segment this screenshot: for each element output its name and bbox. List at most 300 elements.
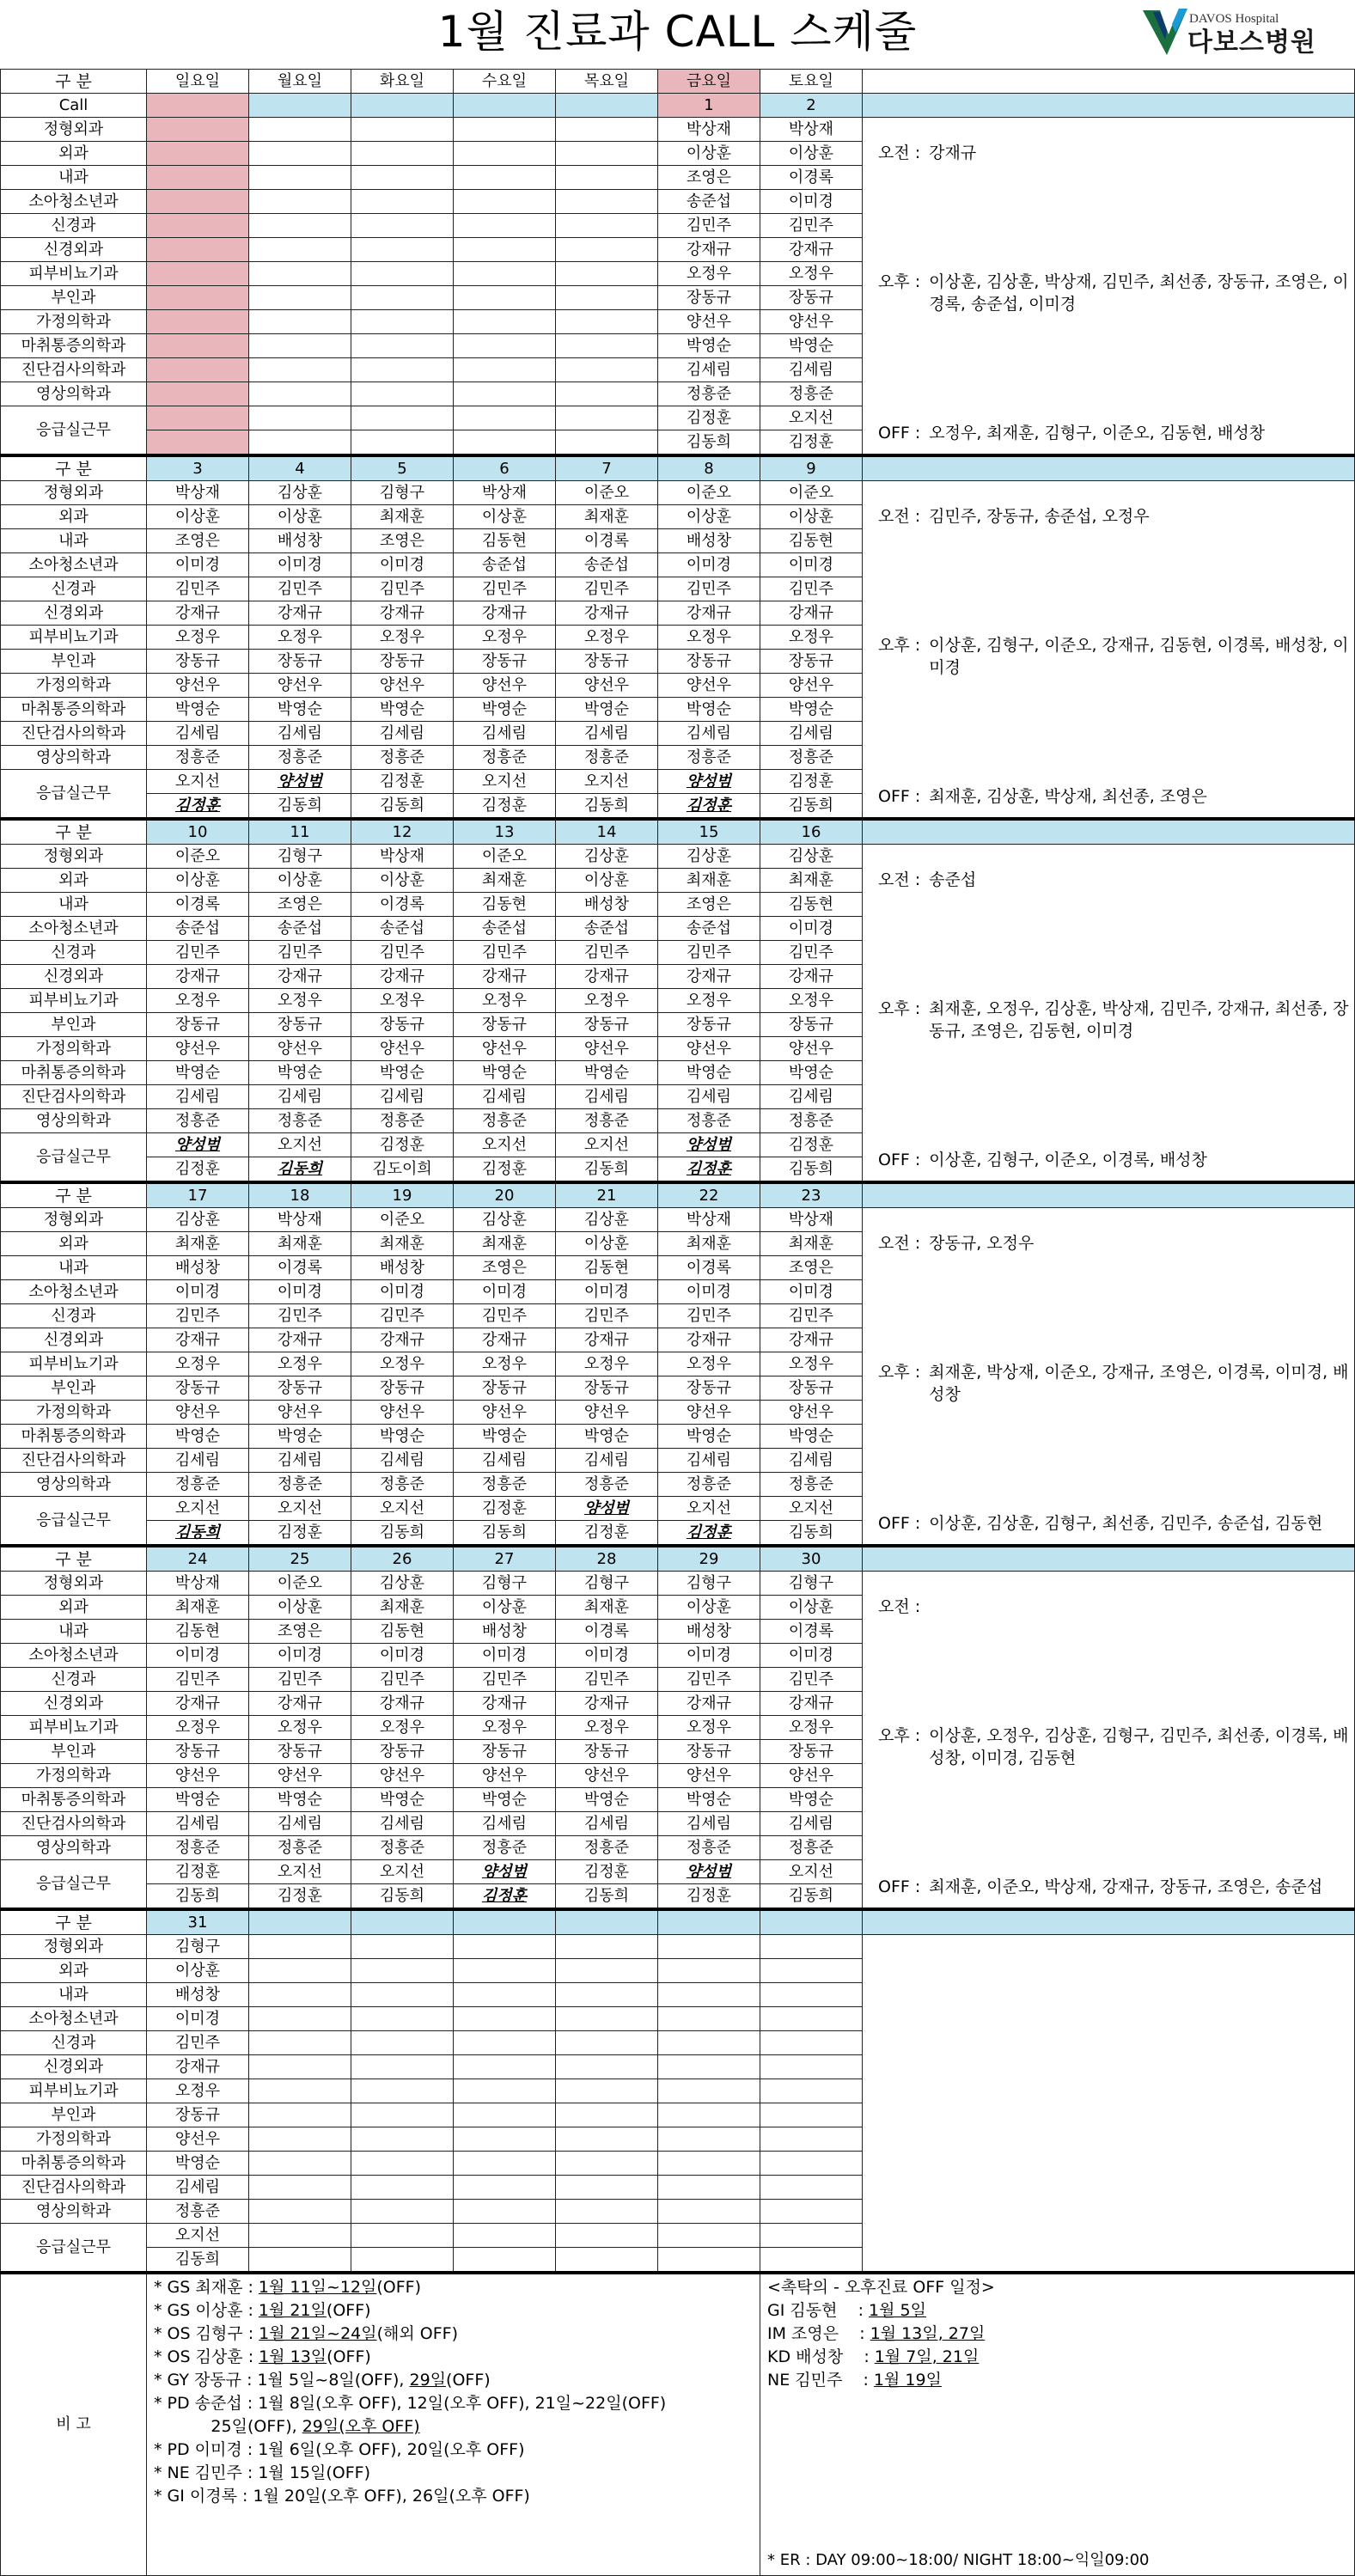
doctor-cell <box>351 1959 454 1983</box>
date-row-notes <box>863 94 1355 118</box>
doctor-cell <box>454 2200 556 2224</box>
er-doctor-cell: 김정훈 <box>556 1521 658 1547</box>
doctor-cell: 양선우 <box>454 1764 556 1788</box>
dept-label: 외과 <box>1 1232 147 1256</box>
doctor-cell <box>658 2103 760 2127</box>
doctor-cell: 강재규 <box>658 965 760 989</box>
day-header: 토요일 <box>760 70 863 94</box>
remark-right-line <box>767 2346 1347 2369</box>
dept-row <box>1 1208 1355 1232</box>
doctor-cell <box>351 2152 454 2176</box>
dept-label: 외과 <box>1 1959 147 1983</box>
doctor-cell: 오정우 <box>658 262 760 286</box>
doctor-cell: 양선우 <box>351 1401 454 1425</box>
doctor-cell: 김동현 <box>760 893 863 917</box>
er-doctor-cell: 김동희 <box>249 1157 351 1183</box>
doctor-cell <box>351 118 454 142</box>
logo-text-en: DAVOS Hospital <box>1189 12 1279 26</box>
doctor-cell <box>658 2176 760 2200</box>
dept-label: 신경외과 <box>1 1328 147 1352</box>
remark-pre: NE 김민주 : <box>767 2371 874 2390</box>
note-label: 오후 : <box>878 999 921 1018</box>
er-doctor-cell: 김정훈 <box>760 770 863 794</box>
er-doctor-cell: 김동희 <box>658 430 760 456</box>
doctor-cell: 최재훈 <box>249 1232 351 1256</box>
doctor-cell <box>249 1983 351 2007</box>
date-cell: 26 <box>351 1546 454 1572</box>
date-cell: 9 <box>760 455 863 481</box>
er-doctor-cell: 김동희 <box>147 1884 249 1910</box>
dept-label: 신경외과 <box>1 965 147 989</box>
doctor-cell: 양선우 <box>147 1037 249 1061</box>
doctor-cell: 오정우 <box>351 1716 454 1740</box>
doctor-cell <box>351 2079 454 2103</box>
doctor-cell <box>556 190 658 214</box>
doctor-cell: 김형구 <box>351 481 454 505</box>
doctor-cell: 오정우 <box>556 989 658 1013</box>
doctor-cell: 김민주 <box>760 1668 863 1692</box>
remark-pre: * PD 송준섭 : 1월 8일(오후 OFF), 12일(오후 OFF), 21일~22일(OFF) <box>154 2394 667 2413</box>
doctor-cell: 장동규 <box>249 1740 351 1764</box>
doctor-cell: 이미경 <box>658 1280 760 1304</box>
dept-label: 신경과 <box>1 1304 147 1328</box>
remark-right-line <box>767 2369 1347 2392</box>
doctor-cell <box>454 118 556 142</box>
er-label: 응급실근무 <box>1 406 147 456</box>
er-doctor-cell: 오지선 <box>249 1497 351 1521</box>
doctor-cell <box>658 1935 760 1959</box>
doctor-cell: 양선우 <box>658 1401 760 1425</box>
note-text: 최재훈, 김상훈, 박상재, 최선종, 조영은 <box>929 787 1207 806</box>
doctor-cell <box>351 310 454 334</box>
date-cell <box>351 1909 454 1935</box>
remark-line <box>154 2439 753 2462</box>
er-doctor-cell: 양성범 <box>658 770 760 794</box>
dept-label: 영상의학과 <box>1 746 147 770</box>
doctor-cell: 김형구 <box>249 845 351 869</box>
doctor-cell: 김세림 <box>658 1085 760 1109</box>
doctor-cell: 김민주 <box>351 941 454 965</box>
er-doctor-cell: 양성범 <box>658 1860 760 1884</box>
er-doctor-cell: 김정훈 <box>556 1860 658 1884</box>
doctor-cell: 정흥준 <box>556 746 658 770</box>
doctor-cell: 박영순 <box>351 698 454 722</box>
doctor-cell: 정흥준 <box>147 1836 249 1860</box>
doctor-cell: 장동규 <box>147 1740 249 1764</box>
doctor-cell <box>760 2103 863 2127</box>
dept-label: 내과 <box>1 166 147 190</box>
doctor-cell: 장동규 <box>556 1013 658 1037</box>
doctor-cell: 양선우 <box>760 1764 863 1788</box>
week-notes <box>863 118 1355 456</box>
doctor-cell: 김세림 <box>249 722 351 746</box>
remarks-label: 비 고 <box>1 2273 147 2576</box>
doctor-cell <box>454 2079 556 2103</box>
doctor-cell: 송준섭 <box>454 917 556 941</box>
remark-date: 1월 11일~12일 <box>258 2278 377 2297</box>
doctor-cell: 김동현 <box>454 529 556 553</box>
dept-label: 피부비뇨기과 <box>1 2079 147 2103</box>
doctor-cell: 김형구 <box>556 1572 658 1596</box>
doctor-cell: 양선우 <box>351 674 454 698</box>
doctor-cell: 이미경 <box>147 2007 249 2031</box>
dept-label: 내과 <box>1 1983 147 2007</box>
doctor-cell <box>351 166 454 190</box>
note-label: OFF : <box>878 1877 921 1896</box>
er-doctor-cell <box>454 406 556 430</box>
doctor-cell: 정흥준 <box>351 746 454 770</box>
er-doctor-cell: 양성범 <box>658 1133 760 1157</box>
doctor-cell: 정흥준 <box>147 2200 249 2224</box>
doctor-cell: 장동규 <box>249 1013 351 1037</box>
doctor-cell: 이미경 <box>147 553 249 577</box>
date-cell: 22 <box>658 1182 760 1208</box>
doctor-cell: 박영순 <box>556 1425 658 1449</box>
date-cell: 8 <box>658 455 760 481</box>
remark-right-title: <촉탁의 - 오후진료 OFF 일정> <box>767 2278 995 2297</box>
er-doctor-cell <box>249 430 351 456</box>
doctor-cell: 양선우 <box>147 1764 249 1788</box>
note-label: 오후 : <box>878 1363 921 1382</box>
doctor-cell: 이준오 <box>351 1208 454 1232</box>
er-doctor-cell <box>454 430 556 456</box>
doctor-cell: 강재규 <box>658 601 760 626</box>
doctor-cell <box>454 166 556 190</box>
doctor-cell <box>556 2176 658 2200</box>
doctor-cell <box>351 334 454 358</box>
doctor-cell: 강재규 <box>556 1328 658 1352</box>
doctor-cell: 김세림 <box>556 1449 658 1473</box>
doctor-cell: 오정우 <box>760 262 863 286</box>
doctor-cell: 이준오 <box>658 481 760 505</box>
doctor-cell <box>249 118 351 142</box>
doctor-cell: 김세림 <box>249 1449 351 1473</box>
gubun-label: 구 분 <box>1 1546 147 1572</box>
doctor-cell: 장동규 <box>658 1377 760 1401</box>
dept-label: 부인과 <box>1 650 147 674</box>
dept-label: 신경외과 <box>1 238 147 262</box>
er-doctor-cell: 오지선 <box>147 770 249 794</box>
doctor-cell: 강재규 <box>760 238 863 262</box>
date-cell <box>556 94 658 118</box>
er-doctor-cell: 김동희 <box>351 1884 454 1910</box>
doctor-cell: 이준오 <box>454 845 556 869</box>
doctor-cell: 양선우 <box>454 1037 556 1061</box>
doctor-cell: 송준섭 <box>556 553 658 577</box>
er-doctor-cell: 김정훈 <box>658 1521 760 1547</box>
er-doctor-cell: 오지선 <box>658 1497 760 1521</box>
dept-label: 진단검사의학과 <box>1 722 147 746</box>
doctor-cell: 장동규 <box>556 1740 658 1764</box>
doctor-cell: 김민주 <box>556 1304 658 1328</box>
doctor-cell <box>556 2007 658 2031</box>
doctor-cell: 이상훈 <box>454 1596 556 1620</box>
doctor-cell: 이미경 <box>351 553 454 577</box>
week-notes <box>863 1208 1355 1547</box>
note-line <box>878 1361 1354 1406</box>
doctor-cell: 박영순 <box>658 698 760 722</box>
doctor-cell <box>351 238 454 262</box>
dept-label: 부인과 <box>1 1013 147 1037</box>
doctor-cell: 정흥준 <box>351 1109 454 1133</box>
note-label: 오후 : <box>878 1726 921 1745</box>
doctor-cell: 이상훈 <box>658 142 760 166</box>
doctor-cell <box>658 1959 760 1983</box>
doctor-cell <box>760 2031 863 2055</box>
doctor-cell: 배성창 <box>147 1983 249 2007</box>
week-notes <box>863 1935 1355 2274</box>
date-cell: 27 <box>454 1546 556 1572</box>
dept-label: 부인과 <box>1 286 147 310</box>
doctor-cell <box>351 190 454 214</box>
doctor-cell: 박상재 <box>147 481 249 505</box>
doctor-cell: 오정우 <box>249 1716 351 1740</box>
dept-label: 가정의학과 <box>1 1037 147 1061</box>
doctor-cell: 장동규 <box>658 1740 760 1764</box>
doctor-cell: 강재규 <box>147 965 249 989</box>
er-doctor-cell: 오지선 <box>147 2224 249 2248</box>
dept-label: 정형외과 <box>1 1208 147 1232</box>
doctor-cell: 박영순 <box>556 1788 658 1812</box>
date-cell: 16 <box>760 819 863 845</box>
er-doctor-cell: 오지선 <box>249 1133 351 1157</box>
doctor-cell: 배성창 <box>351 1256 454 1280</box>
doctor-cell: 김세림 <box>351 1085 454 1109</box>
date-cell: 11 <box>249 819 351 845</box>
remark-pre: * GI 이경록 : 1월 20일(오후 OFF), 26일(오후 OFF) <box>154 2487 530 2506</box>
remark-post: (해외 OFF) <box>376 2324 458 2343</box>
doctor-cell: 정흥준 <box>249 746 351 770</box>
dept-label: 마취통증의학과 <box>1 698 147 722</box>
er-doctor-cell: 김동희 <box>249 794 351 820</box>
note-text: 최재훈, 오정우, 김상훈, 박상재, 김민주, 강재규, 최선종, 장동규, 조영은, 김동현, 이미경 <box>929 999 1349 1041</box>
doctor-cell <box>249 334 351 358</box>
doctor-cell: 오정우 <box>760 1352 863 1377</box>
dept-label: 진단검사의학과 <box>1 1449 147 1473</box>
notes-wrap <box>878 845 1354 1178</box>
dept-label: 소아청소년과 <box>1 1280 147 1304</box>
doctor-cell: 정흥준 <box>658 1836 760 1860</box>
doctor-cell: 강재규 <box>351 1692 454 1716</box>
doctor-cell <box>147 262 249 286</box>
er-doctor-cell: 오지선 <box>249 1860 351 1884</box>
er-doctor-cell: 김동희 <box>351 794 454 820</box>
doctor-cell: 박영순 <box>454 698 556 722</box>
doctor-cell: 김세림 <box>351 722 454 746</box>
date-cell <box>147 94 249 118</box>
dept-row <box>1 481 1355 505</box>
doctor-cell: 김세림 <box>658 1449 760 1473</box>
date-row-notes <box>863 1909 1355 1935</box>
doctor-cell: 김상훈 <box>147 1208 249 1232</box>
doctor-cell: 이상훈 <box>658 505 760 529</box>
er-doctor-cell: 김정훈 <box>249 1884 351 1910</box>
doctor-cell: 양선우 <box>658 1764 760 1788</box>
date-cell: 13 <box>454 819 556 845</box>
doctor-cell: 양선우 <box>249 674 351 698</box>
gubun-label: 구 분 <box>1 1182 147 1208</box>
remark-date: 1월 13일, 27일 <box>870 2324 986 2343</box>
dept-label: 내과 <box>1 529 147 553</box>
doctor-cell <box>249 2031 351 2055</box>
doctor-cell: 정흥준 <box>351 1473 454 1497</box>
doctor-cell <box>556 2200 658 2224</box>
doctor-cell: 김민주 <box>351 1304 454 1328</box>
doctor-cell <box>351 2103 454 2127</box>
doctor-cell: 강재규 <box>351 1328 454 1352</box>
er-doctor-cell <box>760 2224 863 2248</box>
dept-label: 마취통증의학과 <box>1 334 147 358</box>
doctor-cell <box>556 214 658 238</box>
doctor-cell: 강재규 <box>556 601 658 626</box>
doctor-cell: 박영순 <box>658 1425 760 1449</box>
doctor-cell <box>658 2127 760 2152</box>
doctor-cell: 장동규 <box>556 1377 658 1401</box>
dept-label: 소아청소년과 <box>1 917 147 941</box>
doctor-cell: 박영순 <box>249 1061 351 1085</box>
date-cell: 28 <box>556 1546 658 1572</box>
doctor-cell: 김민주 <box>658 214 760 238</box>
doctor-cell: 김상훈 <box>556 1208 658 1232</box>
doctor-cell: 조영은 <box>351 529 454 553</box>
doctor-cell <box>556 334 658 358</box>
doctor-cell <box>556 2152 658 2176</box>
doctor-cell <box>454 1983 556 2007</box>
doctor-cell <box>249 2152 351 2176</box>
doctor-cell: 정흥준 <box>147 746 249 770</box>
dept-label: 부인과 <box>1 1740 147 1764</box>
doctor-cell <box>249 2127 351 2152</box>
doctor-cell: 양선우 <box>556 1401 658 1425</box>
doctor-cell <box>351 382 454 406</box>
remark-line <box>154 2323 753 2346</box>
doctor-cell: 정흥준 <box>454 1473 556 1497</box>
doctor-cell: 배성창 <box>454 1620 556 1644</box>
doctor-cell: 김세림 <box>147 1449 249 1473</box>
doctor-cell <box>556 1983 658 2007</box>
remarks-right <box>760 2273 1355 2576</box>
note-text: 이상훈, 김형구, 이준오, 이경록, 배성창 <box>929 1151 1207 1169</box>
doctor-cell: 김동현 <box>556 1256 658 1280</box>
doctor-cell <box>351 358 454 382</box>
note-text <box>929 1596 1354 1618</box>
doctor-cell: 오정우 <box>658 989 760 1013</box>
doctor-cell: 김세림 <box>454 1449 556 1473</box>
doctor-cell: 장동규 <box>760 1377 863 1401</box>
date-cell: 19 <box>351 1182 454 1208</box>
dept-row <box>1 1572 1355 1596</box>
date-row <box>1 819 1355 845</box>
doctor-cell: 양선우 <box>760 1037 863 1061</box>
doctor-cell: 김민주 <box>454 1304 556 1328</box>
doctor-cell: 이미경 <box>760 917 863 941</box>
doctor-cell: 박영순 <box>760 334 863 358</box>
doctor-cell: 박영순 <box>147 698 249 722</box>
doctor-cell <box>556 2127 658 2152</box>
date-cell: 5 <box>351 455 454 481</box>
er-doctor-cell <box>147 430 249 456</box>
doctor-cell: 장동규 <box>760 650 863 674</box>
doctor-cell <box>658 2031 760 2055</box>
doctor-cell: 김민주 <box>147 1304 249 1328</box>
doctor-cell: 김세림 <box>760 1812 863 1836</box>
doctor-cell: 김민주 <box>454 1668 556 1692</box>
doctor-cell <box>454 142 556 166</box>
doctor-cell: 김세림 <box>147 1085 249 1109</box>
remark-date: 1월 21일~24일 <box>259 2324 377 2343</box>
doctor-cell: 이상훈 <box>760 1596 863 1620</box>
doctor-cell <box>249 358 351 382</box>
doctor-cell: 박영순 <box>249 698 351 722</box>
er-label: 응급실근무 <box>1 1133 147 1183</box>
remark-post: (OFF) <box>327 2347 371 2366</box>
dept-label: 외과 <box>1 869 147 893</box>
date-row <box>1 94 1355 118</box>
doctor-cell <box>760 1935 863 1959</box>
week-notes <box>863 1572 1355 1910</box>
doctor-cell: 정흥준 <box>249 1109 351 1133</box>
doctor-cell: 김세림 <box>760 358 863 382</box>
doctor-cell: 이상훈 <box>760 505 863 529</box>
er-doctor-cell: 김정훈 <box>147 1157 249 1183</box>
doctor-cell: 김상훈 <box>249 481 351 505</box>
er-doctor-cell <box>249 406 351 430</box>
doctor-cell <box>760 2007 863 2031</box>
doctor-cell: 박영순 <box>556 1061 658 1085</box>
doctor-cell <box>556 286 658 310</box>
doctor-cell: 이미경 <box>658 1644 760 1668</box>
doctor-cell: 김세림 <box>556 1812 658 1836</box>
er-doctor-cell: 김정훈 <box>454 1157 556 1183</box>
note-line <box>878 1512 1354 1535</box>
dept-label: 신경과 <box>1 214 147 238</box>
doctor-cell: 오정우 <box>454 1352 556 1377</box>
doctor-cell: 오정우 <box>351 1352 454 1377</box>
notes-wrap <box>878 118 1354 451</box>
doctor-cell: 정흥준 <box>556 1109 658 1133</box>
er-doctor-cell: 김동희 <box>147 2248 249 2274</box>
date-cell: 10 <box>147 819 249 845</box>
doctor-cell: 정흥준 <box>249 1473 351 1497</box>
doctor-cell <box>454 2127 556 2152</box>
doctor-cell <box>351 1983 454 2007</box>
doctor-cell: 장동규 <box>351 1013 454 1037</box>
note-line <box>878 1724 1354 1769</box>
remark-line <box>154 2276 753 2299</box>
remark-line <box>154 2485 753 2508</box>
dept-label: 진단검사의학과 <box>1 1812 147 1836</box>
doctor-cell <box>658 2007 760 2031</box>
doctor-cell: 강재규 <box>658 238 760 262</box>
doctor-cell: 송준섭 <box>556 917 658 941</box>
doctor-cell: 김상훈 <box>658 845 760 869</box>
doctor-cell: 양선우 <box>249 1764 351 1788</box>
note-label: 오후 : <box>878 272 921 291</box>
doctor-cell: 박영순 <box>147 1061 249 1085</box>
dept-label: 신경외과 <box>1 601 147 626</box>
day-header: 금요일 <box>658 70 760 94</box>
date-cell: 21 <box>556 1182 658 1208</box>
doctor-cell <box>351 2200 454 2224</box>
doctor-cell: 오정우 <box>249 626 351 650</box>
doctor-cell: 장동규 <box>760 1740 863 1764</box>
remark-date: 1월 13일 <box>259 2347 327 2366</box>
doctor-cell <box>760 2055 863 2079</box>
doctor-cell <box>351 1935 454 1959</box>
date-cell: 17 <box>147 1182 249 1208</box>
doctor-cell: 장동규 <box>351 650 454 674</box>
er-doctor-cell <box>249 2248 351 2274</box>
